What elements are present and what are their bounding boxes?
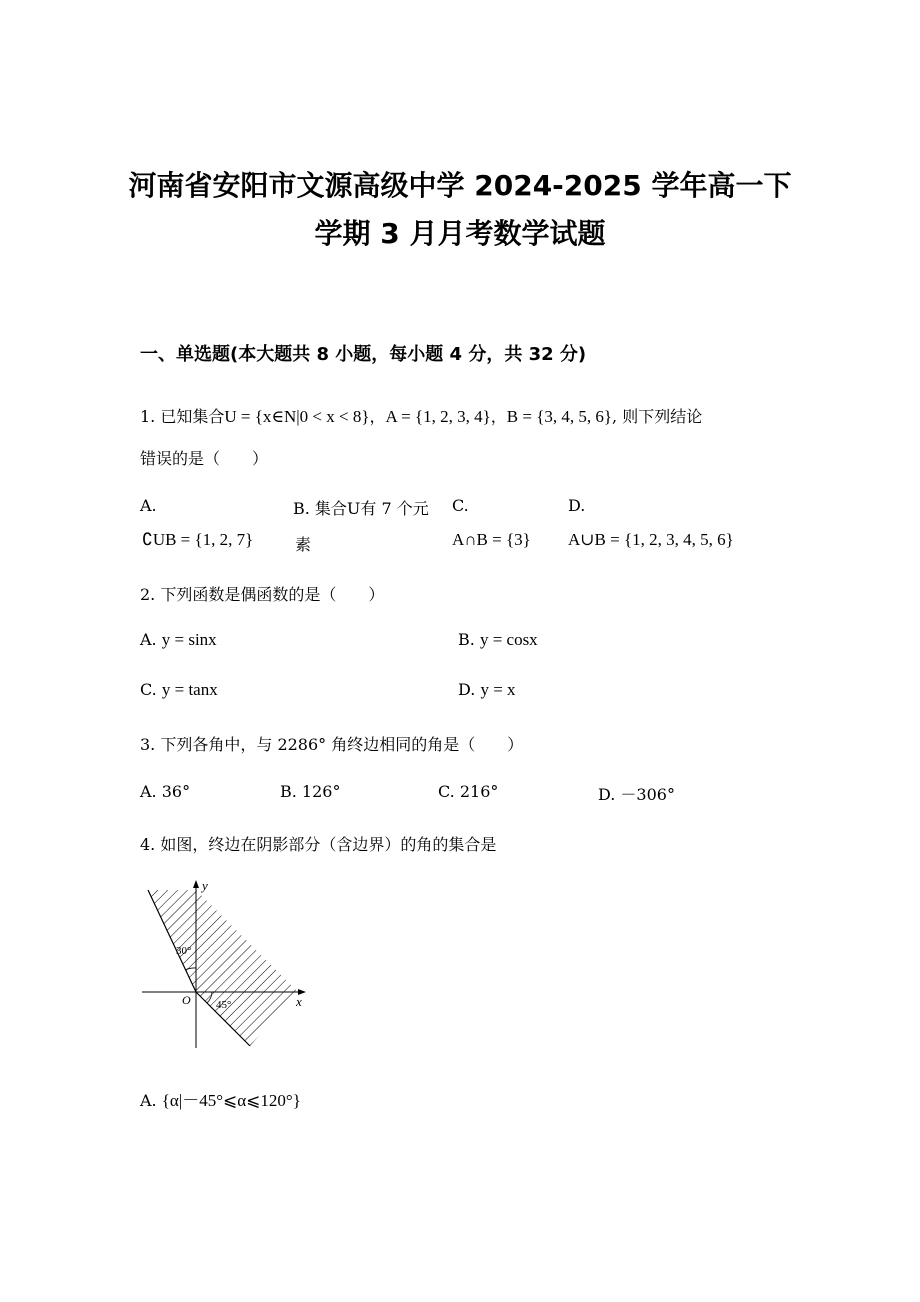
section-heading: 一、单选题(本大题共 8 小题，每小题 4 分，共 32 分): [140, 344, 587, 365]
q4-option-a: [140, 1086, 301, 1111]
q3-option-d: D. －306°: [598, 785, 675, 804]
q1-option-a-label: A.: [140, 496, 157, 515]
q1-option-c-label: C.: [452, 496, 469, 515]
q2-option-a: [140, 630, 217, 650]
q1-option-c-math: A∩B = {3}: [452, 530, 531, 549]
q2-option-b-math: y = cosx: [479, 630, 538, 649]
q3-option-a: A. 36°: [140, 782, 191, 801]
shaded-region: [148, 890, 298, 1046]
q2-option-c: [140, 680, 218, 700]
q2-option-d: [458, 680, 516, 700]
y-axis-label: y: [202, 878, 208, 893]
q4-option-a-math: {α|－45°⩽α⩽120°}: [161, 1091, 301, 1110]
q1-stem-line-2: 错误的是（ ）: [140, 449, 269, 468]
q1-set-u: U = {x∈N|0 < x < 8}: [224, 407, 370, 426]
q2-stem: 2. 下列函数是偶函数的是（ ）: [140, 585, 385, 604]
q3-option-b: B. 126°: [280, 782, 341, 801]
q1-option-b-label: B. 集合U有 7 个元: [293, 499, 429, 518]
q4-figure: [138, 870, 318, 1050]
y-axis-arrow: [193, 880, 199, 888]
x-axis-label: x: [296, 994, 302, 1009]
q4-stem: 4. 如图，终边在阴影部分（含边界）的角的集合是: [140, 835, 497, 854]
q2-option-d-math: y = x: [480, 680, 516, 699]
q3-option-c: C. 216°: [438, 782, 499, 801]
q1-stem: [140, 404, 702, 427]
q2-option-d-label: D.: [458, 680, 476, 699]
q1-suffix: , 则下列结论: [612, 407, 703, 426]
angle-label-30: 30°: [176, 945, 192, 957]
origin-label: O: [182, 993, 191, 1007]
q2-option-c-label: C.: [140, 680, 157, 699]
q3-stem: 3. 下列各角中，与 2286° 角终边相同的角是（ ）: [140, 735, 524, 754]
q1-prefix: 1. 已知集合: [140, 407, 225, 426]
q1-option-d-math: A∪B = {1, 2, 3, 4, 5, 6}: [568, 530, 734, 549]
q1-sep-2: ，: [490, 407, 507, 426]
q2-option-b-label: B.: [458, 630, 475, 649]
q1-option-a-math: ∁UB = {1, 2, 7}: [142, 530, 254, 549]
q2-option-b: [458, 630, 538, 650]
q1-option-d-label: D.: [568, 496, 586, 515]
q4-option-a-label: A.: [140, 1091, 157, 1110]
q1-set-a: A = {1, 2, 3, 4}: [385, 407, 491, 426]
title-line-1: 河南省安阳市文源高级中学 2024-2025 学年高一下: [128, 169, 792, 202]
q1-set-b: B = {3, 4, 5, 6}: [506, 407, 613, 426]
q1-sep-1: ，: [369, 407, 386, 426]
q2-option-a-label: A.: [140, 630, 157, 649]
angle-label-45: 45°: [216, 999, 232, 1011]
q2-option-c-math: y = tanx: [161, 680, 218, 699]
q2-option-a-math: y = sinx: [161, 630, 217, 649]
q1-option-b-wrap: 素: [295, 535, 312, 554]
title-line-2: 学期 3 月月考数学试题: [314, 217, 606, 250]
